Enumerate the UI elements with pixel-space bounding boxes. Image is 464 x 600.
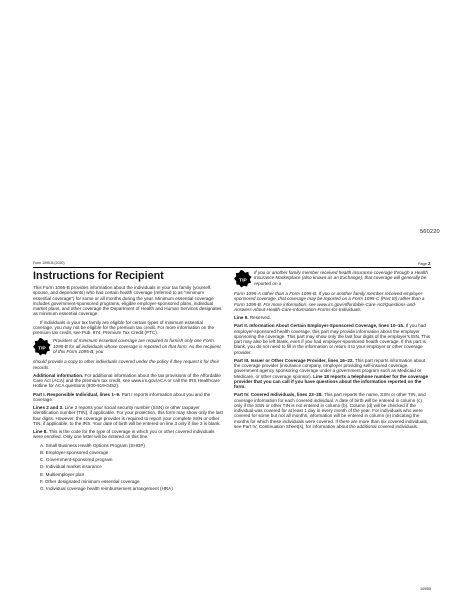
part4-paragraph	[234, 392, 431, 429]
part4-text: This part reports the name, SSN or other TIN, and coverage information for each covered individual. A date of birth will be entered in column (c) only if the SSN or other TIN is not entered in column (b). Column (d) will be checked if the individual was covered for at least 1 day in every month of the year. For individuals who were covered for some but not all months, information will be entered in column (e) indicating the months for which these individuals were covered. If there are more than six covered individuals, see Part IV, Continuation Sheet(s), for information about the additional covered individuals.	[234, 392, 429, 429]
tip-text-2b: Form 1095-A rather than a Form 1095-B. If you or another family member received employer-sponsored coverage, that coverage may be reported on a Form 1095-C (Part III) rather than a Form 1095-B. For more information, see www.irs.gov/Affordable-Care-Act/Questions-and-Answers-About-Health-Care-Information-Forms-for-Individuals.	[234, 291, 425, 312]
eligibility-paragraph: If individuals in your tax family are eligible for certain types of minimum essential coverage, you may not be eligible for the premium tax credit. For more information on the premium tax credit, see Pub. 974, Premium Tax Credit (PTC).	[33, 319, 215, 335]
part4-heading: Part IV. Covered Individuals, lines 23–28.	[234, 392, 323, 398]
part3-phone-note: Line 18 reports a telephone number for the coverage provider that you can call if you have questions about the information reported on the form.	[234, 373, 429, 389]
tip-text-2a: If you or another family member received health insurance coverage through a Health Insurance Marketplace (also known as an Exchange), that coverage will generally be reported on a	[254, 270, 428, 286]
tip-text-1b: should provide a copy to other individuals covered under the policy if they request it for their records.	[33, 359, 220, 370]
line-9-text: Reserved.	[248, 315, 271, 320]
tip-box-1	[33, 338, 223, 356]
part2-text: If you had employer-sponsored health coverage, this part may provide information about the employer sponsoring the coverage. This part may show only the last four digits of the employer’s EIN. This part may also be left blank, even if you had employer-sponsored health coverage. If this part is blank, you do not need to fill in the information or return it to your employer or other coverage provider.	[234, 323, 431, 355]
list-item: D. Individual market insurance	[40, 464, 102, 470]
part3-heading: Part III. Issuer or Other Coverage Provider, lines 16–22.	[234, 357, 354, 363]
coverage-type-list	[33, 443, 223, 492]
intro-paragraph: This Form 1095-B provides information about the individuals in your tax family (yourself, spouse, and dependents) who had certain health coverage (referred to as “minimum essential coverage”) for some or all months during the year. Minimum essential coverage includes government-sponsored programs, eligible employer-sponsored plans, individual market plans, and other coverage the Department of Health and Human Services designates as minimum essential coverage.	[33, 285, 222, 317]
tip-label: TIP	[239, 278, 247, 284]
part3-paragraph	[234, 358, 431, 390]
form-label: Form 1095-B (2020)	[33, 261, 65, 265]
line-9-paragraph	[234, 315, 431, 320]
lines-2-3-text: Line 2 reports your social security number (SSN) or other taxpayer identification number (TIN), if applicable. For your protection, this form may show only the last four digits. However, the coverage provider is required to report your complete SSN or other TIN, if applicable, to the IRS. Your date of birth will be entered on line 3 only if line 2 is blank.	[33, 405, 223, 426]
part2-paragraph	[234, 323, 431, 355]
tip-box-2	[234, 270, 431, 288]
page-num: 2	[427, 261, 431, 266]
list-item: B. Employer-sponsored coverage	[40, 449, 109, 455]
list-item: F. Other designated minimum essential coverage	[40, 478, 140, 484]
part1-paragraph	[33, 392, 223, 403]
left-column	[33, 270, 223, 493]
line-8-heading: Line 8.	[33, 429, 48, 434]
tip-text-1a: Providers of minimum essential coverage are required to furnish only one Form 1095-B for all individuals whose coverage is reported on that form. As the recipient of this Form 1095-B, you	[53, 338, 221, 354]
form-code: 560220	[420, 229, 440, 235]
additional-info-heading: Additional information.	[33, 372, 84, 378]
line-8-text: This is the code for the type of coverage in which you or other covered individuals were enrolled. Only one letter will be entered on this line.	[33, 429, 215, 440]
lines-2-3-heading: Lines 2 and 3.	[33, 405, 64, 410]
part2-heading: Part II. Information About Certain Employer-Sponsored Coverage, lines 10–15.	[234, 323, 405, 329]
list-item: C. Government-sponsored program	[40, 457, 113, 462]
additional-info-paragraph	[33, 373, 223, 389]
part1-heading: Part I. Responsible Individual, lines 1–9.	[33, 391, 121, 397]
footer-code: 1095B	[420, 587, 431, 591]
page-prefix: Page	[418, 262, 427, 266]
additional-info-text: For additional information about the tax provisions of the Affordable Care Act (ACA) and the premium tax credit, see www.irs.gov/ACA or call the IRS Healthcare Hotline for ACA questions (800-919-0452).	[33, 372, 221, 389]
lines-2-3-paragraph	[33, 405, 223, 426]
list-item: G. Individual coverage health reimbursement arrangement (HRA)	[40, 486, 173, 491]
page-title: Instructions for Recipient	[33, 270, 164, 282]
list-item: A. Small Business Health Options Program (SHOP)	[40, 442, 145, 448]
line-8-paragraph	[33, 429, 223, 440]
list-item: E. Multiemployer plan	[40, 471, 85, 477]
line-9-heading: Line 9.	[234, 315, 249, 320]
tip-icon	[33, 338, 51, 356]
right-column	[234, 270, 431, 432]
page-number	[418, 261, 431, 266]
tip-icon	[234, 270, 252, 288]
part3-text: This part reports information about the coverage provider (insurance company, employer providing self-insured coverage, government agency sponsoring coverage under a government program such as Medicaid or Medicare, or other coverage sponsor).	[234, 357, 426, 379]
part1-text: Part I reports information about you and the coverage.	[33, 391, 211, 402]
header-rule	[33, 267, 431, 268]
tip-label: TIP	[38, 346, 46, 352]
